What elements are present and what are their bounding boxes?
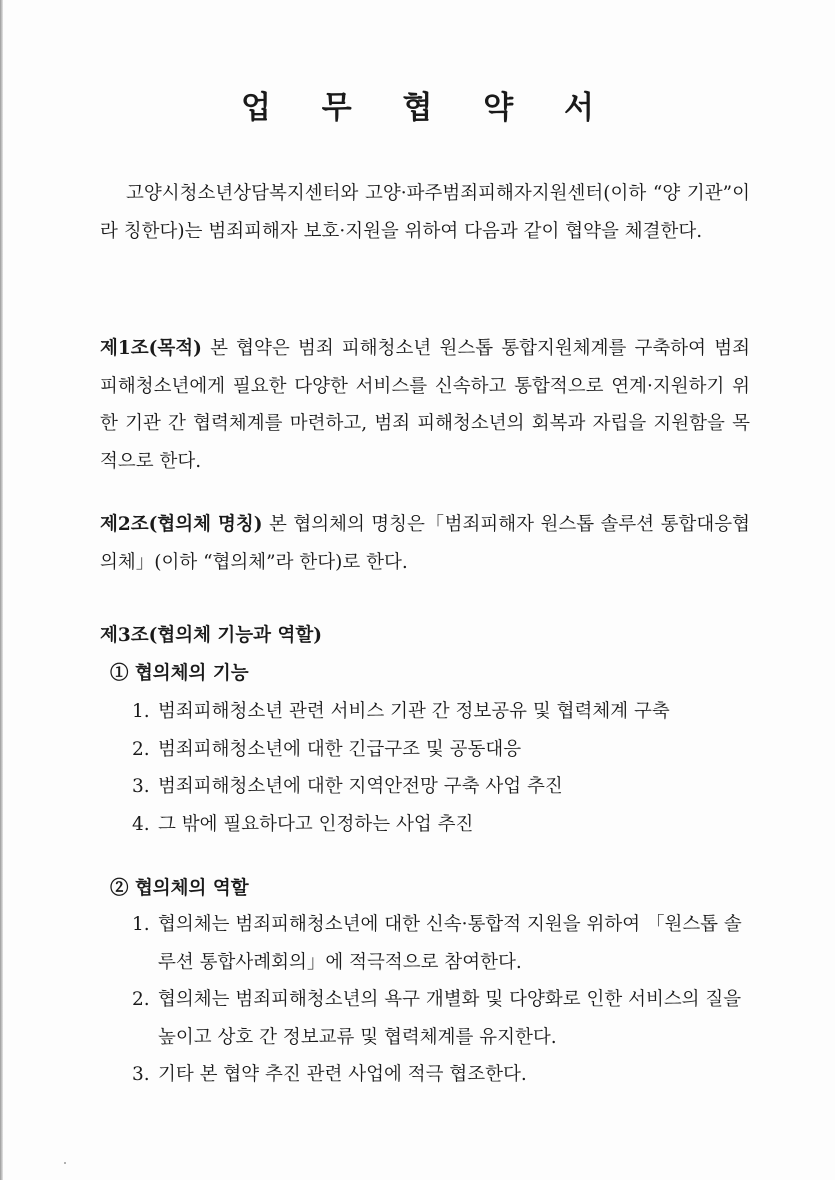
list-item-number: 4. bbox=[132, 813, 150, 835]
section-roles-heading: ② 협의체의 역할 bbox=[110, 878, 249, 899]
section-functions-heading: ① 협의체의 기능 bbox=[110, 663, 249, 684]
list-item-number: 1. bbox=[132, 701, 150, 722]
article-2-text: 본 협의체의 명칭은「범죄피해자 원스톱 솔루션 통합대응협의체」(이하 “협의체”라 한다)로 한다. bbox=[100, 514, 750, 573]
list-item-number: 3. bbox=[132, 1064, 150, 1085]
roles-list bbox=[132, 906, 752, 1094]
functions-list bbox=[132, 693, 752, 843]
list-item-text: 협의체는 범죄피해청소년의 욕구 개별화 및 다양화로 인한 서비스의 질을 높이고 상호 간 정보교류 및 협력체계를 유지한다. bbox=[158, 989, 742, 1048]
list-item-number: 2. bbox=[132, 989, 150, 1010]
article-3-heading: 제3조(협의체 기능과 역할) bbox=[100, 625, 322, 646]
article-2 bbox=[100, 506, 750, 581]
list-item bbox=[132, 806, 752, 844]
intro-paragraph: 고양시청소년상담복지센터와 고양·파주범죄피해자지원센터(이하 “양 기관”이라 칭한다)는 범죄피해자 보호·지원을 위하여 다음과 같이 협약을 체결한다. bbox=[100, 183, 750, 242]
list-item-text: 범죄피해청소년에 대한 지역안전망 구축 사업 추진 bbox=[158, 776, 563, 797]
list-item-text: 기타 본 협약 추진 관련 사업에 적극 협조한다. bbox=[158, 1064, 527, 1085]
list-item-text: 그 밖에 필요하다고 인정하는 사업 추진 bbox=[158, 813, 474, 835]
list-item bbox=[132, 768, 752, 806]
list-item bbox=[132, 1056, 752, 1094]
list-item-text: 협의체는 범죄피해청소년에 대한 신속·통합적 지원을 위하여 「원스톱 솔루션 통합사례회의」에 적극적으로 참여한다. bbox=[158, 914, 742, 973]
list-item bbox=[132, 731, 752, 769]
list-item bbox=[132, 906, 752, 981]
article-1-text: 본 협약은 범죄 피해청소년 원스톱 통합지원체계를 구축하여 범죄 피해청소년에게 필요한 다양한 서비스를 신속하고 통합적으로 연계·지원하기 위한 기관 간 협력체계를 마련하고, 범죄 피해청소년의 회복과 자립을 지원함을 목적으로 한다. bbox=[100, 338, 750, 472]
scan-speck bbox=[64, 1162, 66, 1164]
list-item-text: 범죄피해청소년에 대한 긴급구조 및 공동대응 bbox=[158, 738, 522, 760]
list-item bbox=[132, 981, 752, 1056]
article-1 bbox=[100, 330, 750, 480]
article-2-heading: 제2조(협의체 명칭) bbox=[100, 514, 263, 535]
list-item-text: 범죄피해청소년 관련 서비스 기관 간 정보공유 및 협력체계 구축 bbox=[158, 701, 670, 722]
list-item-number: 1. bbox=[132, 914, 150, 935]
list-item-number: 3. bbox=[132, 776, 150, 797]
list-item bbox=[132, 693, 752, 731]
scan-edge bbox=[0, 0, 3, 1180]
document-title: 업 무 협 약 서 bbox=[241, 90, 614, 126]
list-item-number: 2. bbox=[132, 738, 150, 760]
article-1-heading: 제1조(목적) bbox=[100, 338, 202, 359]
